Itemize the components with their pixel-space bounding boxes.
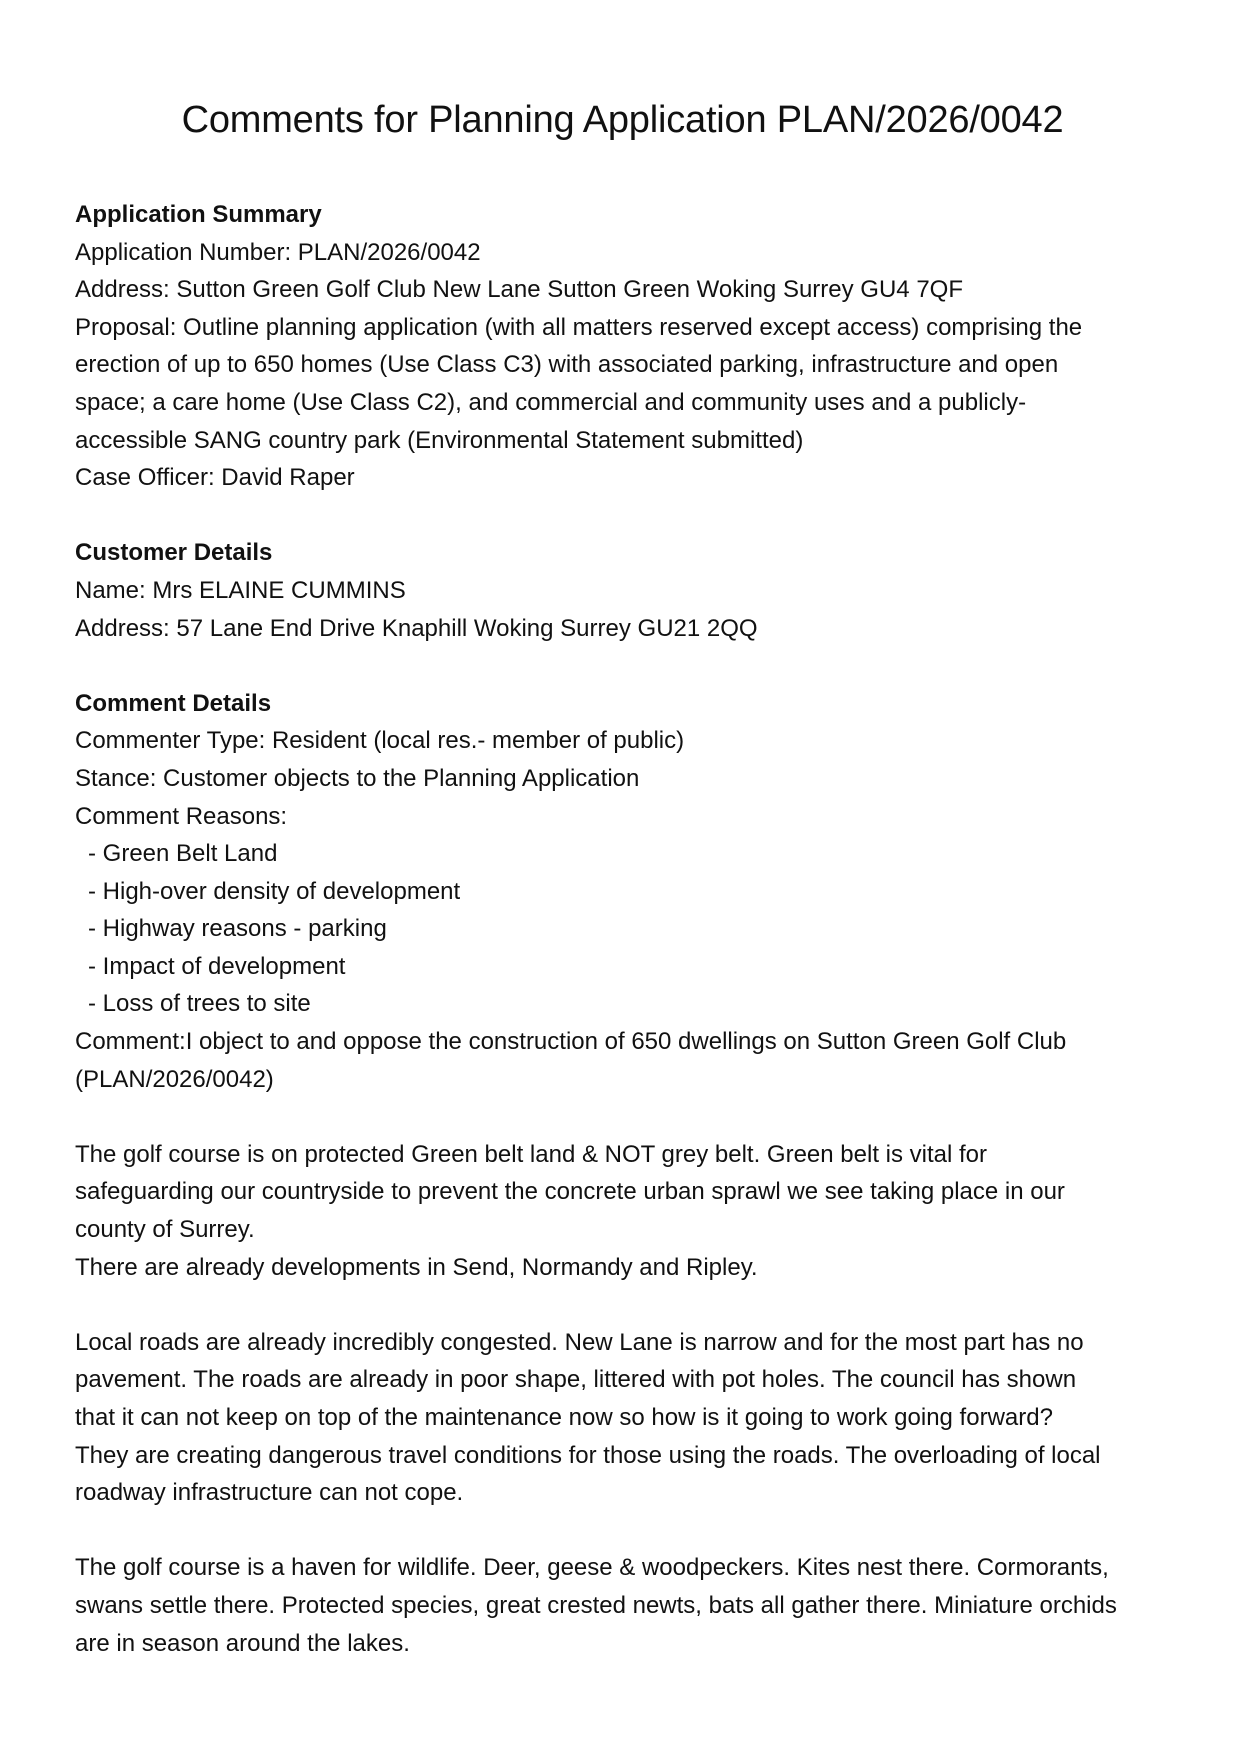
comment-details-section (75, 685, 1170, 1662)
paragraph-spacer (75, 1286, 1170, 1324)
comment-reason-item: - Green Belt Land (88, 840, 278, 868)
paragraph-line: swans settle there. Protected species, great crested newts, bats all gather there. Miniature orchids (75, 1591, 1117, 1619)
proposal-line: erection of up to 650 homes (Use Class C3) with associated parking, infrastructure and open (75, 351, 1059, 379)
customer-details-section (75, 534, 1170, 647)
paragraph-line: that it can not keep on top of the maintenance now so how is it going to work going forward? (75, 1404, 1053, 1431)
paragraph-line: pavement. The roads are already in poor shape, littered with pot holes. The council has shown (75, 1366, 1077, 1394)
paragraph-line: Local roads are already incredibly congested. New Lane is narrow and for the most part has no (75, 1328, 1084, 1356)
application-summary-section (75, 196, 1170, 497)
comment-paragraph-roads (75, 1324, 1170, 1512)
stance: Stance: Customer objects to the Planning Application (75, 764, 640, 792)
document-body (75, 196, 1170, 1662)
paragraph-line: The golf course is on protected Green belt land & NOT grey belt. Green belt is vital for (75, 1140, 988, 1168)
application-summary-heading: Application Summary (75, 201, 322, 228)
customer-name: Name: Mrs ELAINE CUMMINS (75, 576, 406, 604)
paragraph-spacer (75, 1098, 1170, 1136)
comment-text-line: (PLAN/2026/0042) (75, 1065, 274, 1093)
comment-reason-item: - Impact of development (88, 952, 346, 980)
comment-text-line: Comment:I object to and oppose the construction of 650 dwellings on Sutton Green Golf Club (75, 1028, 1067, 1056)
paragraph-line: safeguarding our countryside to prevent the concrete urban sprawl we see taking place in our (75, 1178, 1065, 1206)
application-address: Address: Sutton Green Golf Club New Lane Sutton Green Woking Surrey GU4 7QF (75, 276, 963, 304)
proposal-line: Proposal: Outline planning application (with all matters reserved except access) comprising the (75, 313, 1083, 341)
section-spacer (75, 497, 1170, 535)
commenter-type: Commenter Type: Resident (local res.- member of public) (75, 727, 685, 755)
proposal-line: space; a care home (Use Class C2), and commercial and community uses and a publicly- (75, 388, 1027, 416)
comment-details-heading: Comment Details (75, 689, 272, 717)
comment-reason-item: - Highway reasons - parking (88, 915, 387, 943)
document-title: Comments for Planning Application PLAN/2026/0042 (181, 99, 1064, 141)
proposal-line: accessible SANG country park (Environmental Statement submitted) (75, 426, 804, 454)
paragraph-line: roadway infrastructure can not cope. (75, 1479, 464, 1507)
comment-paragraph-wildlife (75, 1549, 1170, 1662)
paragraph-line: There are already developments in Send, Normandy and Ripley. (75, 1253, 758, 1281)
customer-address: Address: 57 Lane End Drive Knaphill Woking Surrey GU21 2QQ (75, 614, 758, 642)
paragraph-line: are in season around the lakes. (75, 1629, 410, 1657)
comment-reason-item: - High-over density of development (88, 877, 461, 905)
comment-reasons-label: Comment Reasons: (75, 802, 288, 830)
case-officer: Case Officer: David Raper (75, 464, 355, 492)
paragraph-line: They are creating dangerous travel conditions for those using the roads. The overloading of local (75, 1441, 1101, 1469)
customer-details-heading: Customer Details (75, 539, 273, 567)
comment-reason-item: - Loss of trees to site (88, 990, 311, 1018)
paragraph-line: The golf course is a haven for wildlife. Deer, geese & woodpeckers. Kites nest there. Cormorants, (75, 1554, 1109, 1582)
comment-paragraph-green-belt (75, 1136, 1170, 1286)
application-number: Application Number: PLAN/2026/0042 (75, 238, 481, 266)
paragraph-line: county of Surrey. (75, 1216, 255, 1244)
paragraph-spacer (75, 1512, 1170, 1550)
section-spacer (75, 647, 1170, 685)
